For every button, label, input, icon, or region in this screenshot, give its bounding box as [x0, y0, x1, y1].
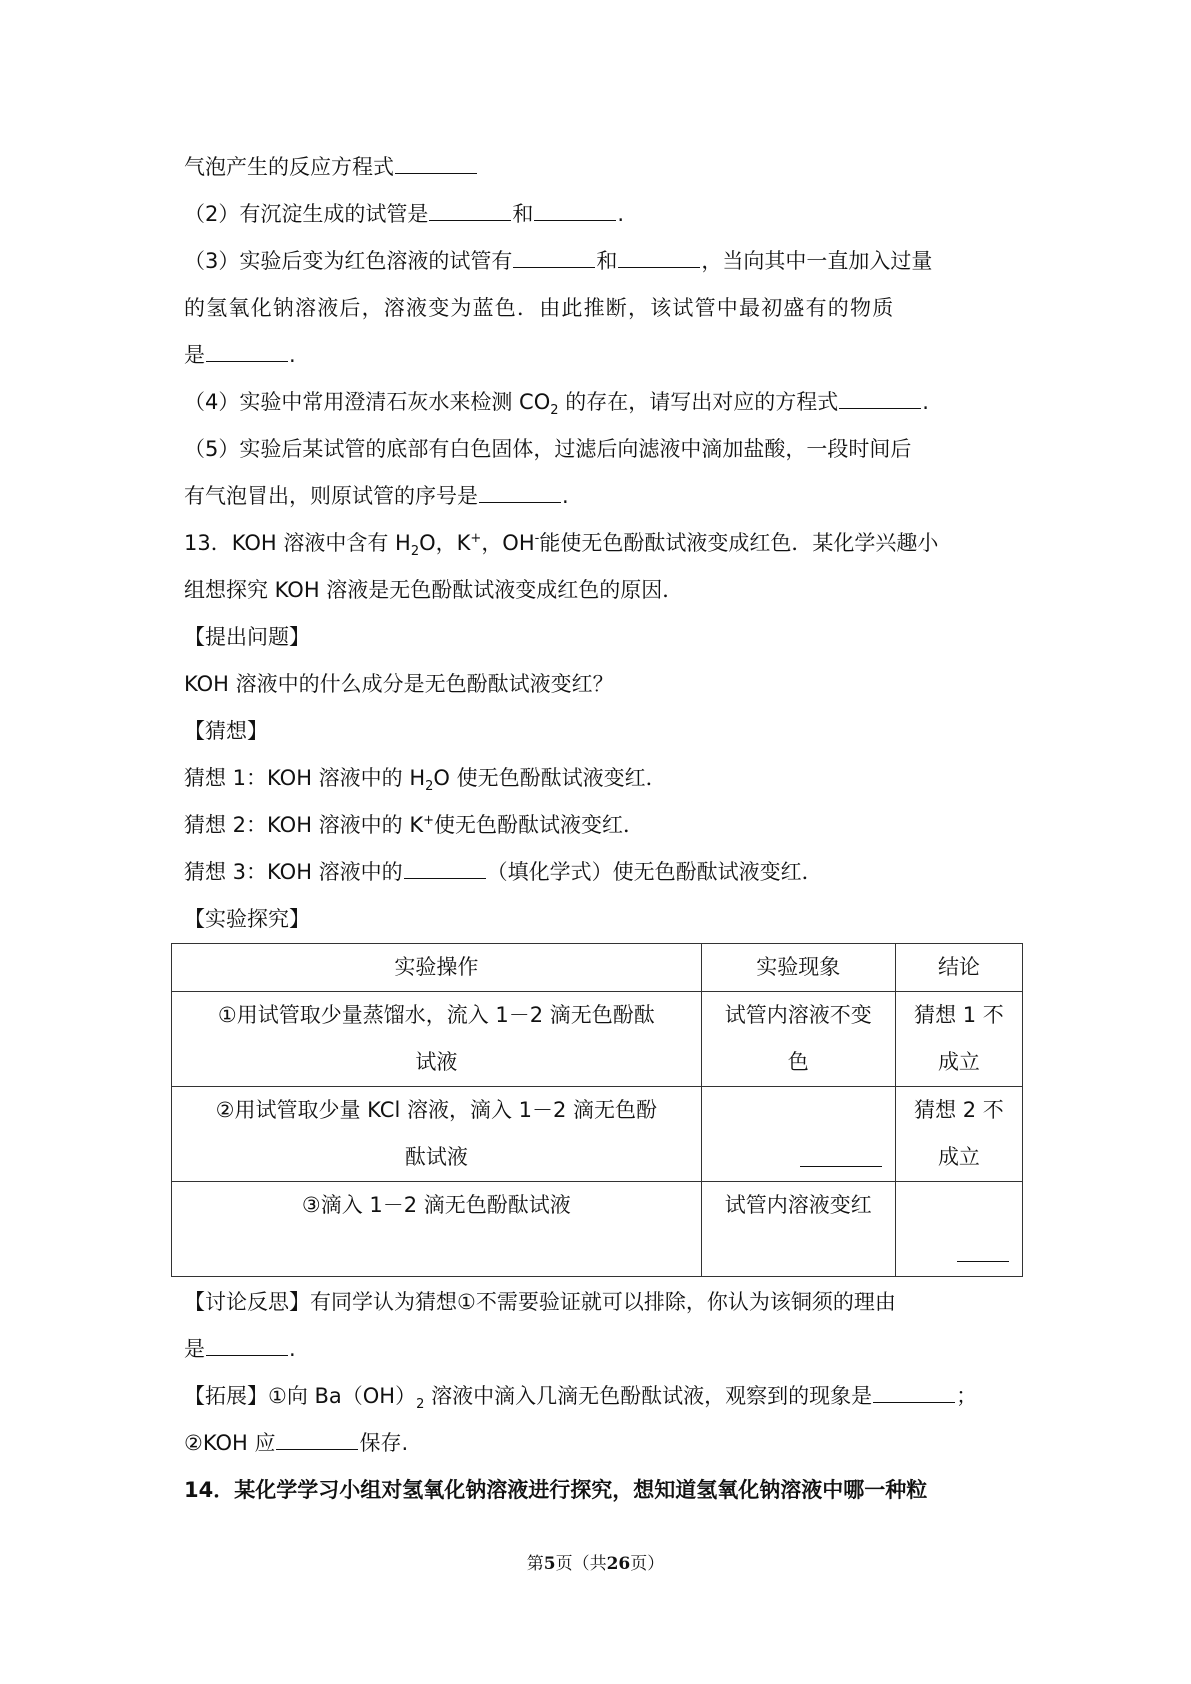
cell-text: ③滴入 1－2 滴无色酚酞试液 — [301, 1193, 571, 1217]
table-header-row — [172, 944, 1023, 992]
section-heading — [184, 896, 1022, 943]
table-cell — [895, 1182, 1022, 1277]
answer-blank — [957, 1239, 1009, 1262]
text: 的存在，请写出对应的方程式 — [558, 390, 839, 414]
table-cell — [701, 1087, 895, 1182]
page-number: 5 — [543, 1554, 556, 1574]
text: 猜想 1：KOH 溶液中的 H — [184, 766, 426, 790]
text: 猜想 2：KOH 溶液中的 K — [184, 813, 424, 837]
text: 保存. — [359, 1431, 409, 1455]
cell-text: ①用试管取少量蒸馏水，流入 1－2 滴无色酚酞 — [217, 1003, 655, 1027]
answer-blank — [479, 480, 561, 503]
cell-text: 酞试液 — [404, 1145, 468, 1169]
text: 第 — [526, 1554, 544, 1574]
hypothesis-1 — [184, 755, 1022, 802]
text-line — [184, 144, 1022, 191]
answer-blank — [513, 245, 595, 268]
text: . — [289, 343, 296, 367]
text: . — [289, 1337, 296, 1361]
answer-blank — [873, 1380, 955, 1403]
text: 页） — [630, 1554, 665, 1574]
answer-blank — [206, 1333, 288, 1356]
cell-text: 试管内溶液变红 — [724, 1193, 872, 1217]
text: 气泡产生的反应方程式 — [184, 155, 394, 179]
text: 能使无色酚酞试液变成红色．某化学兴趣小 — [539, 531, 939, 555]
table-header: 结论 — [895, 944, 1022, 992]
table-cell — [172, 1182, 702, 1277]
text: 13．KOH 溶液中含有 H — [184, 531, 411, 555]
text: 和 — [596, 249, 618, 273]
subscript: 2 — [416, 1397, 425, 1413]
text: O 使无色酚酞试液变红． — [433, 766, 667, 790]
experiment-table — [171, 943, 1023, 1277]
section-heading — [184, 614, 1022, 661]
table-cell — [895, 1087, 1022, 1182]
text: 猜想 3：KOH 溶液中的 — [184, 860, 403, 884]
question-12-2 — [184, 191, 1022, 238]
text: 页（共 — [555, 1554, 607, 1574]
text: KOH 溶液中的什么成分是无色酚酞试液变红？ — [184, 672, 614, 696]
text: . — [922, 390, 929, 414]
extension-line — [184, 1373, 1022, 1420]
text: （3）实验后变为红色溶液的试管有 — [184, 249, 513, 273]
subscript: 2 — [425, 779, 434, 795]
text: 【讨论反思】有同学认为猜想①不需要验证就可以排除，你认为该铜须的理由 — [184, 1290, 896, 1314]
text: 是 — [184, 1337, 205, 1361]
question-12-3 — [184, 238, 1022, 285]
text: ，OH — [481, 531, 535, 555]
text-line — [184, 473, 1022, 520]
text: . — [562, 484, 569, 508]
question-12-4 — [184, 379, 1022, 426]
subscript: 2 — [550, 403, 559, 419]
hypothesis-3 — [184, 849, 1022, 896]
text: 是 — [184, 343, 205, 367]
answer-blank — [534, 198, 616, 221]
text: . — [617, 202, 625, 226]
superscript: + — [470, 531, 482, 546]
cell-text: 成立 — [937, 1050, 980, 1074]
table-cell — [172, 1087, 702, 1182]
table-cell — [172, 992, 702, 1087]
table-row — [172, 1087, 1023, 1182]
total-pages: 26 — [606, 1554, 631, 1574]
answer-blank — [429, 198, 511, 221]
text: 【拓展】①向 Ba（OH） — [184, 1384, 417, 1408]
text-line — [184, 285, 1022, 332]
text: （5）实验后某试管的底部有白色固体，过滤后向滤液中滴加盐酸，一段时间后 — [184, 437, 912, 461]
answer-blank — [404, 856, 486, 879]
table-header: 实验操作 — [172, 944, 702, 992]
answer-blank — [395, 151, 477, 174]
text-line — [184, 661, 1022, 708]
cell-text: ②用试管取少量 KCl 溶液，滴入 1－2 滴无色酚 — [215, 1098, 658, 1122]
hypothesis-2 — [184, 802, 1022, 849]
text: ； — [956, 1384, 978, 1408]
question-13 — [184, 520, 1022, 567]
text: 【提出问题】 — [184, 625, 310, 649]
cell-text: 成立 — [937, 1145, 980, 1169]
text: ②KOH 应 — [184, 1431, 276, 1455]
page-footer — [0, 1549, 1191, 1574]
answer-blank — [839, 386, 921, 409]
text-line — [184, 1420, 1022, 1467]
answer-blank — [800, 1144, 882, 1167]
text: （2）有沉淀生成的试管是 — [184, 202, 429, 226]
text: 溶液中滴入几滴无色酚酞试液，观察到的现象是 — [424, 1384, 873, 1408]
answer-blank — [276, 1427, 358, 1450]
discussion-line — [184, 1279, 1022, 1326]
cell-text: 猜想 2 不 — [914, 1098, 1004, 1122]
text-line — [184, 332, 1022, 379]
cell-text: 试管内溶液不变 — [724, 1003, 872, 1027]
subscript: 2 — [410, 544, 420, 560]
text: 的氢氧化钠溶液后，溶液变为蓝色．由此推断，该试管中最初盛有的物质 — [184, 296, 895, 320]
text: 【猜想】 — [184, 719, 268, 743]
table-cell — [895, 992, 1022, 1087]
table-row — [172, 1182, 1023, 1277]
text: 【实验探究】 — [184, 907, 310, 931]
table-cell — [701, 992, 895, 1087]
answer-blank — [618, 245, 700, 268]
page-content — [184, 144, 1022, 1514]
cell-text: 试液 — [415, 1050, 458, 1074]
text: 和 — [512, 202, 534, 226]
table-row — [172, 992, 1023, 1087]
text: ，当向其中一直加入过量 — [701, 249, 933, 273]
cell-text: 色 — [787, 1050, 809, 1074]
cell-text: 猜想 1 不 — [914, 1003, 1004, 1027]
text: 组想探究 KOH 溶液是无色酚酞试液变成红色的原因． — [184, 578, 684, 602]
table-header: 实验现象 — [701, 944, 895, 992]
text: O，K — [419, 531, 471, 555]
question-12-5 — [184, 426, 1022, 473]
answer-blank — [206, 339, 288, 362]
superscript: - — [534, 531, 540, 546]
section-heading — [184, 708, 1022, 755]
table-cell — [701, 1182, 895, 1277]
superscript: + — [423, 813, 435, 828]
question-14 — [184, 1467, 1022, 1514]
text: 使无色酚酞试液变红． — [434, 813, 645, 837]
text: 14．某化学学习小组对氢氧化钠溶液进行探究，想知道氢氧化钠溶液中哪一种粒 — [184, 1478, 928, 1502]
text-line — [184, 567, 1022, 614]
text: 有气泡冒出，则原试管的序号是 — [184, 484, 478, 508]
text: （4）实验中常用澄清石灰水来检测 CO — [184, 390, 551, 414]
text-line — [184, 1326, 1022, 1373]
text: （填化学式）使无色酚酞试液变红． — [486, 860, 823, 884]
